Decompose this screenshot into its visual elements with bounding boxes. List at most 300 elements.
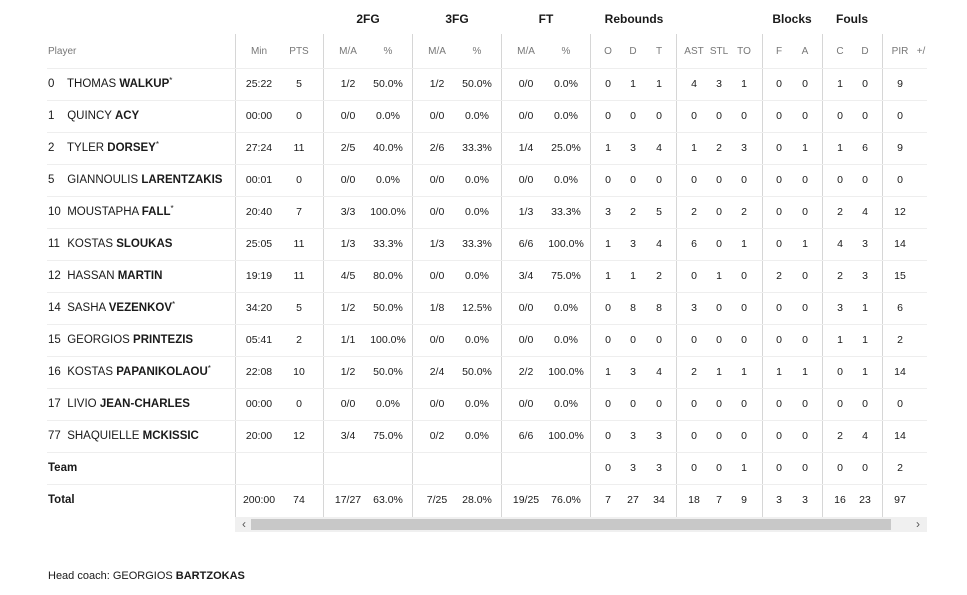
stat-to: 0 xyxy=(741,398,747,410)
player-first-name: LIVIO xyxy=(67,398,97,410)
player-last-name: ACY xyxy=(114,110,140,122)
stat-pts: 5 xyxy=(296,78,302,90)
column-header-pts: PTS xyxy=(289,46,309,57)
stat-fg2-pct: 80.0% xyxy=(373,270,403,282)
stat-ast: 2 xyxy=(691,366,697,378)
player-name[interactable] xyxy=(48,228,172,260)
stat-ft-pct: 75.0% xyxy=(551,270,581,282)
stat-ast: 0 xyxy=(691,334,697,346)
stat-blk-f: 0 xyxy=(776,238,782,250)
stat-pir: 14 xyxy=(894,430,906,442)
stat-reb-o: 0 xyxy=(605,78,611,90)
stat-fg3-pct: 50.0% xyxy=(462,366,492,378)
stat-blk-a: 1 xyxy=(802,142,808,154)
stat-fg2-ma: 0/0 xyxy=(340,398,356,410)
stat-reb-t: 2 xyxy=(656,270,662,282)
player-row xyxy=(0,356,967,388)
stat-stl: 0 xyxy=(716,334,722,346)
player-last-name: DORSEY xyxy=(107,142,156,154)
player-row xyxy=(0,292,967,324)
stat-blk-f: 2 xyxy=(776,270,782,282)
coach-last-name: BARTZOKAS xyxy=(175,570,245,582)
stat-ft-ma: 0/0 xyxy=(518,110,534,122)
player-last-name: WALKUP xyxy=(119,78,170,90)
stat-ft-ma: 0/0 xyxy=(518,302,534,314)
group-header-rebounds: Rebounds xyxy=(604,12,664,26)
stat-to: 0 xyxy=(741,334,747,346)
stat-pts: 5 xyxy=(296,302,302,314)
stat-fg2-pct: 50.0% xyxy=(373,78,403,90)
stat-reb-d: 3 xyxy=(630,462,636,474)
starter-marker: * xyxy=(155,140,159,149)
stat-blk-a: 0 xyxy=(802,398,808,410)
stat-fg3-ma: 1/3 xyxy=(429,238,445,250)
stat-blk-f: 0 xyxy=(776,430,782,442)
stat-fg3-pct: 0.0% xyxy=(465,430,489,442)
stat-fg3-ma: 0/0 xyxy=(429,110,445,122)
stat-blk-f: 0 xyxy=(776,302,782,314)
stat-ast: 0 xyxy=(691,110,697,122)
starter-marker: * xyxy=(169,76,173,85)
column-header-reb-t: T xyxy=(655,46,663,57)
player-last-name: VEZENKOV xyxy=(108,302,173,314)
stat-ft-ma: 0/0 xyxy=(518,78,534,90)
player-name[interactable] xyxy=(48,68,172,100)
stat-reb-d: 3 xyxy=(630,430,636,442)
player-first-name: MOUSTAPHA xyxy=(67,206,139,218)
stat-blk-a: 0 xyxy=(802,334,808,346)
stat-blk-a: 0 xyxy=(802,78,808,90)
stat-reb-d: 1 xyxy=(630,270,636,282)
stat-fg2-pct: 50.0% xyxy=(373,302,403,314)
column-header-fg3-ma: M/A xyxy=(428,46,446,57)
stat-fg3-ma: 0/0 xyxy=(429,398,445,410)
stat-fg2-ma: 17/27 xyxy=(334,494,362,506)
player-name[interactable] xyxy=(48,292,175,324)
stat-min: 27:24 xyxy=(245,142,273,154)
stat-foul-d: 4 xyxy=(862,430,868,442)
stat-pts: 11 xyxy=(293,238,305,250)
stat-fg3-pct: 33.3% xyxy=(462,142,492,154)
player-last-name: PRINTEZIS xyxy=(133,334,194,346)
stat-foul-c: 0 xyxy=(837,110,843,122)
stat-fg3-pct: 33.3% xyxy=(462,238,492,250)
stat-stl: 0 xyxy=(716,206,722,218)
stat-fg3-pct: 0.0% xyxy=(465,174,489,186)
stat-blk-a: 1 xyxy=(802,366,808,378)
player-row xyxy=(0,388,967,420)
stat-reb-d: 0 xyxy=(630,398,636,410)
stat-fg3-ma: 2/6 xyxy=(429,142,445,154)
stat-to: 0 xyxy=(741,302,747,314)
stat-to: 2 xyxy=(741,206,747,218)
player-last-name: LARENTZAKIS xyxy=(141,174,223,186)
stat-reb-d: 1 xyxy=(630,78,636,90)
stat-reb-d: 3 xyxy=(630,142,636,154)
stat-foul-c: 0 xyxy=(837,398,843,410)
stat-ft-ma: 6/6 xyxy=(518,238,534,250)
stat-pts: 0 xyxy=(296,110,302,122)
stat-reb-t: 1 xyxy=(656,78,662,90)
column-header-reb-o: O xyxy=(604,46,612,57)
stat-fg2-pct: 100.0% xyxy=(370,334,406,346)
stat-stl: 1 xyxy=(716,270,722,282)
stat-to: 1 xyxy=(741,78,747,90)
stat-reb-t: 3 xyxy=(656,462,662,474)
stat-blk-a: 0 xyxy=(802,462,808,474)
stat-blk-a: 0 xyxy=(802,270,808,282)
stat-foul-d: 0 xyxy=(862,398,868,410)
player-first-name: SHAQUIELLE xyxy=(67,430,140,442)
player-row xyxy=(0,100,967,132)
stat-stl: 0 xyxy=(716,430,722,442)
stat-min: 00:01 xyxy=(245,174,273,186)
stat-ft-pct: 100.0% xyxy=(548,238,584,250)
player-number: 12 xyxy=(48,270,61,282)
player-row xyxy=(0,132,967,164)
player-number: 16 xyxy=(48,366,61,378)
player-name[interactable] xyxy=(48,164,222,196)
stat-fg2-pct: 0.0% xyxy=(376,398,400,410)
stat-fg2-ma: 1/1 xyxy=(340,334,356,346)
stat-stl: 0 xyxy=(716,110,722,122)
stat-to: 0 xyxy=(741,110,747,122)
stat-pir: 14 xyxy=(894,366,906,378)
stat-foul-c: 3 xyxy=(837,302,843,314)
stat-blk-f: 0 xyxy=(776,174,782,186)
stat-blk-a: 0 xyxy=(802,174,808,186)
starter-marker: * xyxy=(172,300,176,309)
stat-reb-d: 3 xyxy=(630,366,636,378)
stat-foul-d: 1 xyxy=(862,302,868,314)
player-name[interactable] xyxy=(48,132,159,164)
stat-pir: 6 xyxy=(897,302,903,314)
stat-fg3-pct: 0.0% xyxy=(465,110,489,122)
column-header-ast: AST xyxy=(684,46,704,57)
stat-foul-d: 3 xyxy=(862,270,868,282)
player-last-name: PAPANIKOLAOU xyxy=(116,366,208,378)
scroll-left-icon[interactable]: ‹ xyxy=(242,517,246,531)
stat-to: 1 xyxy=(741,238,747,250)
stat-ft-pct: 0.0% xyxy=(554,78,578,90)
stat-stl: 0 xyxy=(716,462,722,474)
stat-pir: 97 xyxy=(894,494,906,506)
stat-blk-f: 0 xyxy=(776,110,782,122)
stat-ast: 6 xyxy=(691,238,697,250)
stat-ast: 0 xyxy=(691,174,697,186)
column-header-fg3-pct: % xyxy=(472,46,482,57)
player-row xyxy=(0,68,967,100)
stat-pir: 2 xyxy=(897,462,903,474)
stat-reb-o: 1 xyxy=(605,142,611,154)
stat-fg2-pct: 0.0% xyxy=(376,110,400,122)
stat-fg2-ma: 3/4 xyxy=(340,430,356,442)
stat-ft-pct: 0.0% xyxy=(554,334,578,346)
stat-pts: 0 xyxy=(296,398,302,410)
player-first-name: KOSTAS xyxy=(67,238,114,250)
stat-pir: 12 xyxy=(894,206,906,218)
stat-fg3-ma: 0/0 xyxy=(429,206,445,218)
stat-reb-d: 8 xyxy=(630,302,636,314)
player-number: 14 xyxy=(48,302,61,314)
stat-reb-t: 0 xyxy=(656,334,662,346)
stat-reb-o: 0 xyxy=(605,430,611,442)
stat-reb-d: 3 xyxy=(630,238,636,250)
stat-pts: 0 xyxy=(296,174,302,186)
player-number: 0 xyxy=(48,78,55,90)
player-number: 77 xyxy=(48,430,61,442)
stat-reb-o: 1 xyxy=(605,238,611,250)
player-row xyxy=(0,324,967,356)
column-header-fg2-pct: % xyxy=(383,46,393,57)
stat-reb-t: 4 xyxy=(656,142,662,154)
stat-reb-o: 0 xyxy=(605,110,611,122)
stat-foul-c: 16 xyxy=(834,494,846,506)
stat-fg2-ma: 1/3 xyxy=(340,238,356,250)
stat-ft-pct: 33.3% xyxy=(551,206,581,218)
stat-blk-a: 0 xyxy=(802,430,808,442)
stat-fg2-ma: 1/2 xyxy=(340,78,356,90)
column-header-pir: PIR xyxy=(891,46,909,57)
stat-fg3-pct: 0.0% xyxy=(465,398,489,410)
stat-pir: 0 xyxy=(897,398,903,410)
stat-fg2-pct: 0.0% xyxy=(376,174,400,186)
stat-reb-d: 0 xyxy=(630,334,636,346)
player-first-name: HASSAN xyxy=(67,270,115,282)
stat-min: 05:41 xyxy=(245,334,273,346)
stat-pir: 14 xyxy=(894,238,906,250)
player-row xyxy=(0,260,967,292)
stat-blk-f: 0 xyxy=(776,334,782,346)
column-header-ft-ma: M/A xyxy=(517,46,535,57)
stat-blk-f: 0 xyxy=(776,398,782,410)
player-last-name: SLOUKAS xyxy=(116,238,173,250)
stat-reb-d: 27 xyxy=(627,494,639,506)
stat-fg2-ma: 4/5 xyxy=(340,270,356,282)
stat-fg3-pct: 12.5% xyxy=(462,302,492,314)
stat-foul-d: 0 xyxy=(862,110,868,122)
group-header-twofg: 2FG xyxy=(356,12,380,26)
player-row xyxy=(0,196,967,228)
player-first-name: SASHA xyxy=(67,302,106,314)
stat-foul-d: 1 xyxy=(862,334,868,346)
stat-ast: 0 xyxy=(691,398,697,410)
stat-fg3-pct: 0.0% xyxy=(465,270,489,282)
stat-min: 22:08 xyxy=(245,366,273,378)
stat-blk-a: 0 xyxy=(802,110,808,122)
stat-foul-c: 1 xyxy=(837,142,843,154)
stat-stl: 0 xyxy=(716,238,722,250)
stat-min: 19:19 xyxy=(245,270,273,282)
player-name[interactable] xyxy=(48,388,190,420)
stat-to: 1 xyxy=(741,462,747,474)
stat-ft-ma: 19/25 xyxy=(512,494,540,506)
stat-fg3-ma: 2/4 xyxy=(429,366,445,378)
stat-foul-c: 2 xyxy=(837,430,843,442)
player-last-name: JEAN-CHARLES xyxy=(99,398,190,410)
player-row xyxy=(0,228,967,260)
stat-to: 0 xyxy=(741,270,747,282)
stat-foul-c: 0 xyxy=(837,174,843,186)
stat-ft-ma: 6/6 xyxy=(518,430,534,442)
stat-stl: 1 xyxy=(716,366,722,378)
player-name[interactable] xyxy=(48,260,162,292)
stat-reb-t: 0 xyxy=(656,398,662,410)
stat-fg2-ma: 1/2 xyxy=(340,302,356,314)
stat-foul-d: 1 xyxy=(862,366,868,378)
stat-reb-t: 34 xyxy=(653,494,665,506)
stat-blk-f: 0 xyxy=(776,78,782,90)
stat-fg3-ma: 1/2 xyxy=(429,78,445,90)
stat-reb-o: 3 xyxy=(605,206,611,218)
stat-foul-d: 0 xyxy=(862,174,868,186)
player-name[interactable] xyxy=(48,420,199,452)
stat-reb-o: 1 xyxy=(605,270,611,282)
stat-fg3-pct: 28.0% xyxy=(462,494,492,506)
stat-fg2-ma: 0/0 xyxy=(340,110,356,122)
player-name[interactable] xyxy=(48,324,193,356)
player-last-name: MCKISSIC xyxy=(142,430,199,442)
column-header-player: Player xyxy=(48,46,77,57)
stat-foul-d: 23 xyxy=(859,494,871,506)
stat-fg2-pct: 33.3% xyxy=(373,238,403,250)
group-header-ft: FT xyxy=(538,12,554,26)
stat-ast: 18 xyxy=(688,494,700,506)
stat-reb-d: 0 xyxy=(630,174,636,186)
scrollbar-thumb[interactable] xyxy=(251,519,891,530)
stat-to: 3 xyxy=(741,142,747,154)
stat-stl: 7 xyxy=(716,494,722,506)
head-coach xyxy=(48,570,245,582)
stat-ft-ma: 0/0 xyxy=(518,174,534,186)
stat-reb-t: 0 xyxy=(656,110,662,122)
stat-fg2-ma: 3/3 xyxy=(340,206,356,218)
scroll-right-icon[interactable]: › xyxy=(916,517,920,531)
player-name[interactable] xyxy=(48,196,174,228)
player-name[interactable] xyxy=(48,356,211,388)
stat-to: 0 xyxy=(741,174,747,186)
stat-pir: 9 xyxy=(897,78,903,90)
column-header-foul-d: D xyxy=(861,46,869,57)
stat-reb-o: 0 xyxy=(605,334,611,346)
player-number: 5 xyxy=(48,174,55,186)
stat-pir: 9 xyxy=(897,142,903,154)
stat-reb-o: 1 xyxy=(605,366,611,378)
stat-fg2-ma: 0/0 xyxy=(340,174,356,186)
stat-ft-ma: 1/3 xyxy=(518,206,534,218)
stat-blk-f: 0 xyxy=(776,206,782,218)
stat-fg3-pct: 0.0% xyxy=(465,334,489,346)
column-header-pm: +/ xyxy=(916,46,926,57)
stat-fg2-pct: 40.0% xyxy=(373,142,403,154)
stat-reb-d: 0 xyxy=(630,110,636,122)
stat-fg3-ma: 0/0 xyxy=(429,270,445,282)
stat-ft-pct: 76.0% xyxy=(551,494,581,506)
stat-reb-o: 7 xyxy=(605,494,611,506)
player-first-name: TYLER xyxy=(67,142,105,154)
stat-ast: 3 xyxy=(691,302,697,314)
stat-reb-o: 0 xyxy=(605,462,611,474)
stat-ft-ma: 1/4 xyxy=(518,142,534,154)
stat-reb-t: 4 xyxy=(656,366,662,378)
player-row xyxy=(0,420,967,452)
stat-to: 0 xyxy=(741,430,747,442)
stat-pts: 12 xyxy=(293,430,305,442)
stat-stl: 0 xyxy=(716,174,722,186)
stat-pts: 74 xyxy=(293,494,305,506)
stat-ast: 0 xyxy=(691,430,697,442)
stat-ft-pct: 0.0% xyxy=(554,302,578,314)
stat-fg3-ma: 7/25 xyxy=(426,494,448,506)
player-first-name: GEORGIOS xyxy=(67,334,130,346)
stat-fg3-ma: 0/0 xyxy=(429,334,445,346)
stat-ast: 1 xyxy=(691,142,697,154)
stat-foul-d: 0 xyxy=(862,78,868,90)
player-number: 17 xyxy=(48,398,61,410)
stat-stl: 0 xyxy=(716,302,722,314)
player-number: 11 xyxy=(48,238,60,250)
stat-blk-f: 3 xyxy=(776,494,782,506)
coach-label: Head coach: xyxy=(48,570,110,582)
stat-ft-ma: 0/0 xyxy=(518,398,534,410)
stat-reb-t: 4 xyxy=(656,238,662,250)
horizontal-scrollbar[interactable] xyxy=(235,517,927,532)
stat-blk-f: 0 xyxy=(776,462,782,474)
column-header-ft-pct: % xyxy=(561,46,571,57)
stat-ft-pct: 100.0% xyxy=(548,430,584,442)
stat-ft-pct: 0.0% xyxy=(554,110,578,122)
player-number: 1 xyxy=(48,110,55,122)
stat-blk-a: 1 xyxy=(802,238,808,250)
total-label: Total xyxy=(48,494,75,506)
stat-stl: 0 xyxy=(716,398,722,410)
stat-fg2-ma: 2/5 xyxy=(340,142,356,154)
stat-ft-ma: 3/4 xyxy=(518,270,534,282)
stat-fg3-ma: 0/2 xyxy=(429,430,445,442)
stat-reb-t: 0 xyxy=(656,174,662,186)
player-name[interactable] xyxy=(48,100,139,132)
stat-blk-a: 3 xyxy=(802,494,808,506)
stat-ft-pct: 25.0% xyxy=(551,142,581,154)
stat-reb-d: 2 xyxy=(630,206,636,218)
column-header-fg2-ma: M/A xyxy=(339,46,357,57)
stat-foul-c: 0 xyxy=(837,462,843,474)
stat-pir: 2 xyxy=(897,334,903,346)
player-number: 2 xyxy=(48,142,55,154)
player-first-name: KOSTAS xyxy=(67,366,114,378)
stat-blk-f: 1 xyxy=(776,366,782,378)
coach-first-name: GEORGIOS xyxy=(112,570,173,582)
stat-foul-c: 1 xyxy=(837,334,843,346)
total-row xyxy=(0,484,967,516)
stat-foul-c: 2 xyxy=(837,270,843,282)
stat-stl: 3 xyxy=(716,78,722,90)
stat-pir: 0 xyxy=(897,174,903,186)
stat-pir: 0 xyxy=(897,110,903,122)
column-header-foul-c: C xyxy=(836,46,844,57)
stat-pir: 15 xyxy=(894,270,906,282)
column-header-blk-a: A xyxy=(801,46,809,57)
stat-reb-o: 0 xyxy=(605,302,611,314)
stat-ast: 2 xyxy=(691,206,697,218)
stat-blk-f: 0 xyxy=(776,142,782,154)
stat-pts: 11 xyxy=(293,142,305,154)
stat-pts: 7 xyxy=(296,206,302,218)
player-first-name: THOMAS xyxy=(67,78,117,90)
column-header-reb-d: D xyxy=(629,46,637,57)
stat-reb-t: 3 xyxy=(656,430,662,442)
stat-foul-d: 3 xyxy=(862,238,868,250)
